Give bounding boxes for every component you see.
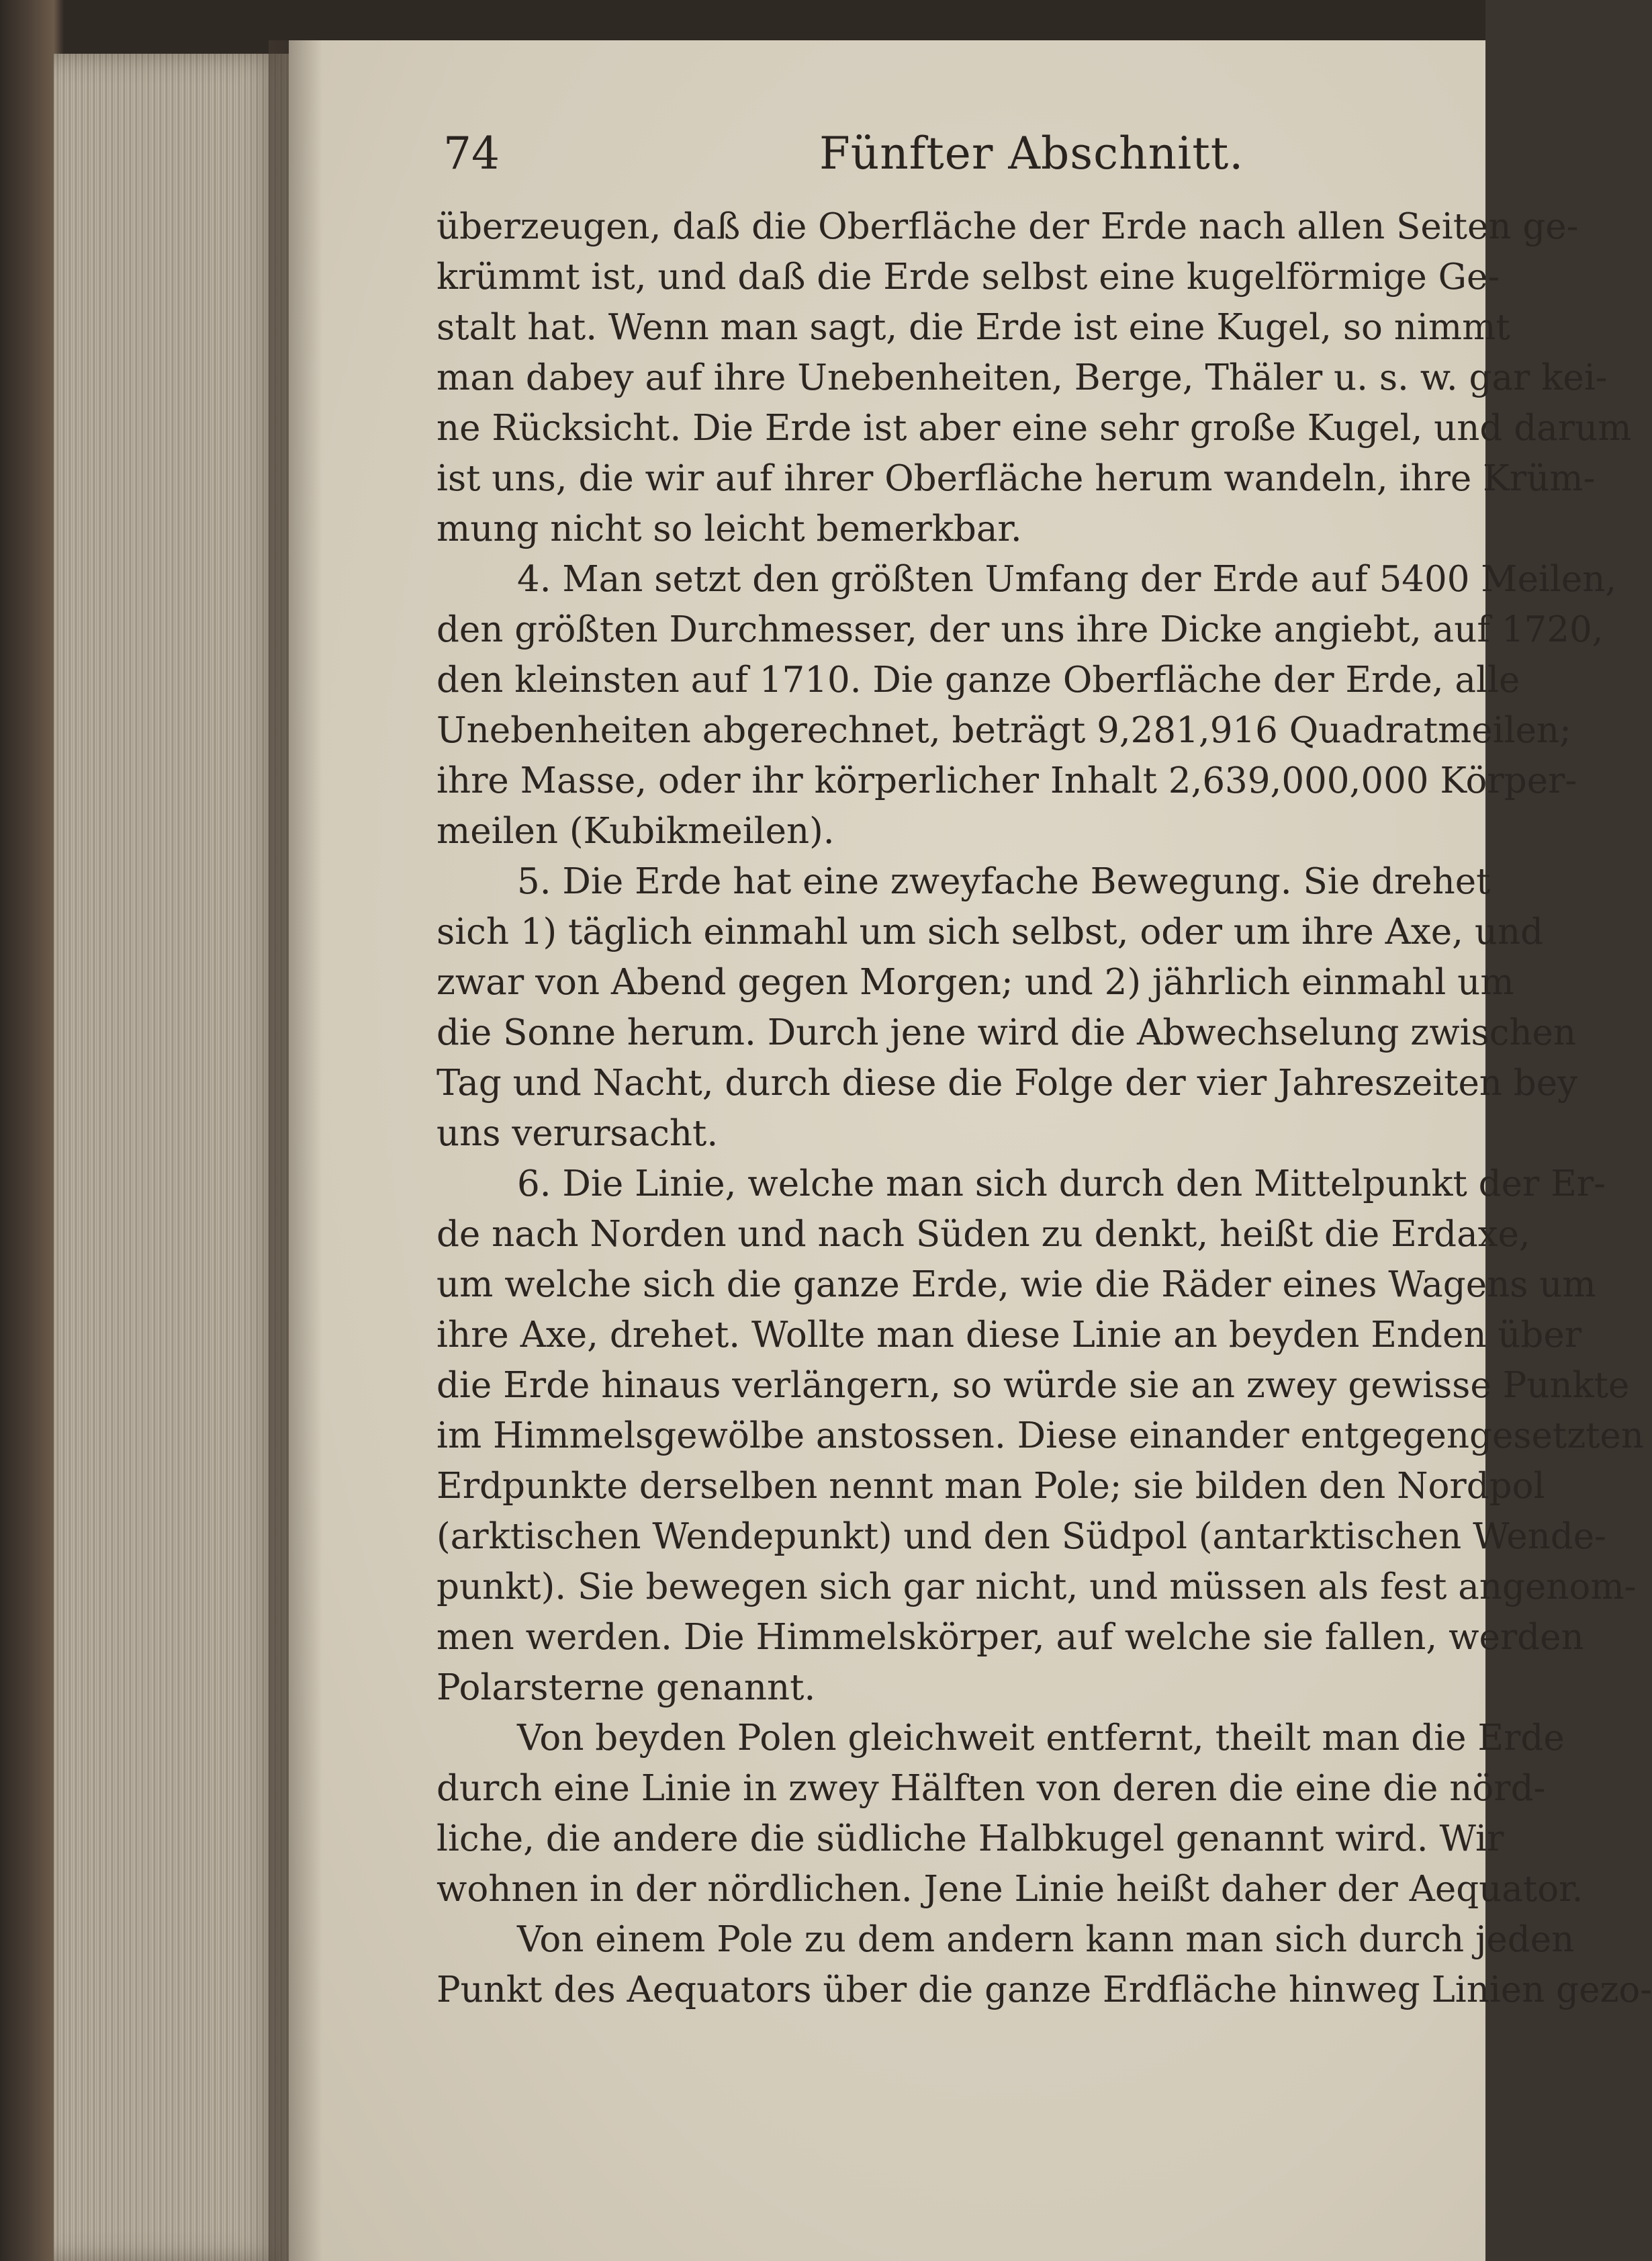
text-line: Punkt des Aequators über die ganze Erdfläche hinweg Linien gezo- bbox=[437, 1969, 1652, 2010]
text-line: Tag und Nacht, durch diese die Folge der vier Jahreszeiten bey bbox=[437, 1063, 1578, 1104]
text-line: ne Rücksicht. Die Erde ist aber eine sehr große Kugel, und darum bbox=[437, 408, 1632, 449]
text-line: uns verursacht. bbox=[437, 1113, 719, 1154]
paragraph-start-line: Von einem Pole zu dem andern kann man sich durch jeden bbox=[517, 1919, 1575, 1960]
text-line: um welche sich die ganze Erde, wie die Räder eines Wagens um bbox=[437, 1264, 1596, 1305]
text-line: sich 1) täglich einmahl um sich selbst, oder um ihre Axe, und bbox=[437, 912, 1544, 952]
paragraph-start-line: 4. Man setzt den größten Umfang der Erde auf 5400 Meilen, bbox=[517, 559, 1617, 600]
page-edges bbox=[54, 54, 289, 2261]
text-line: punkt). Sie bewegen sich gar nicht, und müssen als fest angenom- bbox=[437, 1566, 1637, 1607]
text-line: Unebenheiten abgerechnet, beträgt 9,281,916 Quadratmeilen; bbox=[437, 710, 1571, 751]
text-line: ihre Masse, oder ihr körperlicher Inhalt 2,639,000,000 Körper- bbox=[437, 760, 1577, 801]
text-line: die Sonne herum. Durch jene wird die Abwechselung zwischen bbox=[437, 1012, 1577, 1053]
text-line: (arktischen Wendepunkt) und den Südpol (antarktischen Wende- bbox=[437, 1516, 1606, 1557]
text-line: mung nicht so leicht bemerkbar. bbox=[437, 508, 1022, 549]
text-line: ist uns, die wir auf ihrer Oberfläche herum wandeln, ihre Krüm- bbox=[437, 458, 1596, 499]
text-line: im Himmelsgewölbe anstossen. Diese einander entgegengesetzten bbox=[437, 1415, 1644, 1456]
text-line: die Erde hinaus verlängern, so würde sie an zwey gewisse Punkte bbox=[437, 1365, 1630, 1406]
text-line: krümmt ist, und daß die Erde selbst eine kugelförmige Ge- bbox=[437, 257, 1500, 298]
text-line: meilen (Kubikmeilen). bbox=[437, 811, 835, 852]
text-line: den kleinsten auf 1710. Die ganze Oberfläche der Erde, alle bbox=[437, 660, 1520, 701]
text-line: liche, die andere die südliche Halbkugel genannt wird. Wir bbox=[437, 1818, 1504, 1859]
text-line: man dabey auf ihre Unebenheiten, Berge, Thäler u. s. w. gar kei- bbox=[437, 357, 1608, 398]
paragraph-start-line: 6. Die Linie, welche man sich durch den Mittelpunkt der Er- bbox=[517, 1163, 1606, 1204]
text-line: Erdpunkte derselben nennt man Pole; sie bilden den Nordpol bbox=[437, 1466, 1545, 1507]
text-line: stalt hat. Wenn man sagt, die Erde ist eine Kugel, so nimmt bbox=[437, 307, 1510, 348]
text-line: den größten Durchmesser, der uns ihre Dicke angiebt, auf 1720, bbox=[437, 609, 1604, 650]
text-line: ihre Axe, drehet. Wollte man diese Linie an beyden Enden über bbox=[437, 1315, 1582, 1356]
text-line: durch eine Linie in zwey Hälften von deren die eine die nörd- bbox=[437, 1768, 1546, 1809]
paragraph-start-line: 5. Die Erde hat eine zweyfache Bewegung. Sie drehet bbox=[517, 861, 1491, 902]
text-line: überzeugen, daß die Oberfläche der Erde nach allen Seiten ge- bbox=[437, 206, 1579, 247]
text-line: de nach Norden und nach Süden zu denkt, heißt die Erdaxe, bbox=[437, 1214, 1530, 1255]
text-line: Polarsterne genannt. bbox=[437, 1667, 816, 1708]
text-line: zwar von Abend gegen Morgen; und 2) jährlich einmahl um bbox=[437, 962, 1514, 1003]
text-line: men werden. Die Himmelskörper, auf welche sie fallen, werden bbox=[437, 1617, 1584, 1658]
running-head: Fünfter Abschnitt. bbox=[819, 128, 1244, 179]
text-line: wohnen in der nördlichen. Jene Linie heißt daher der Aequator. bbox=[437, 1869, 1584, 1910]
body-text bbox=[437, 202, 1652, 2015]
spine-shadow bbox=[269, 40, 322, 2261]
paragraph-start-line: Von beyden Polen gleichweit entfernt, theilt man die Erde bbox=[517, 1718, 1565, 1759]
page-number: 74 bbox=[443, 128, 500, 179]
